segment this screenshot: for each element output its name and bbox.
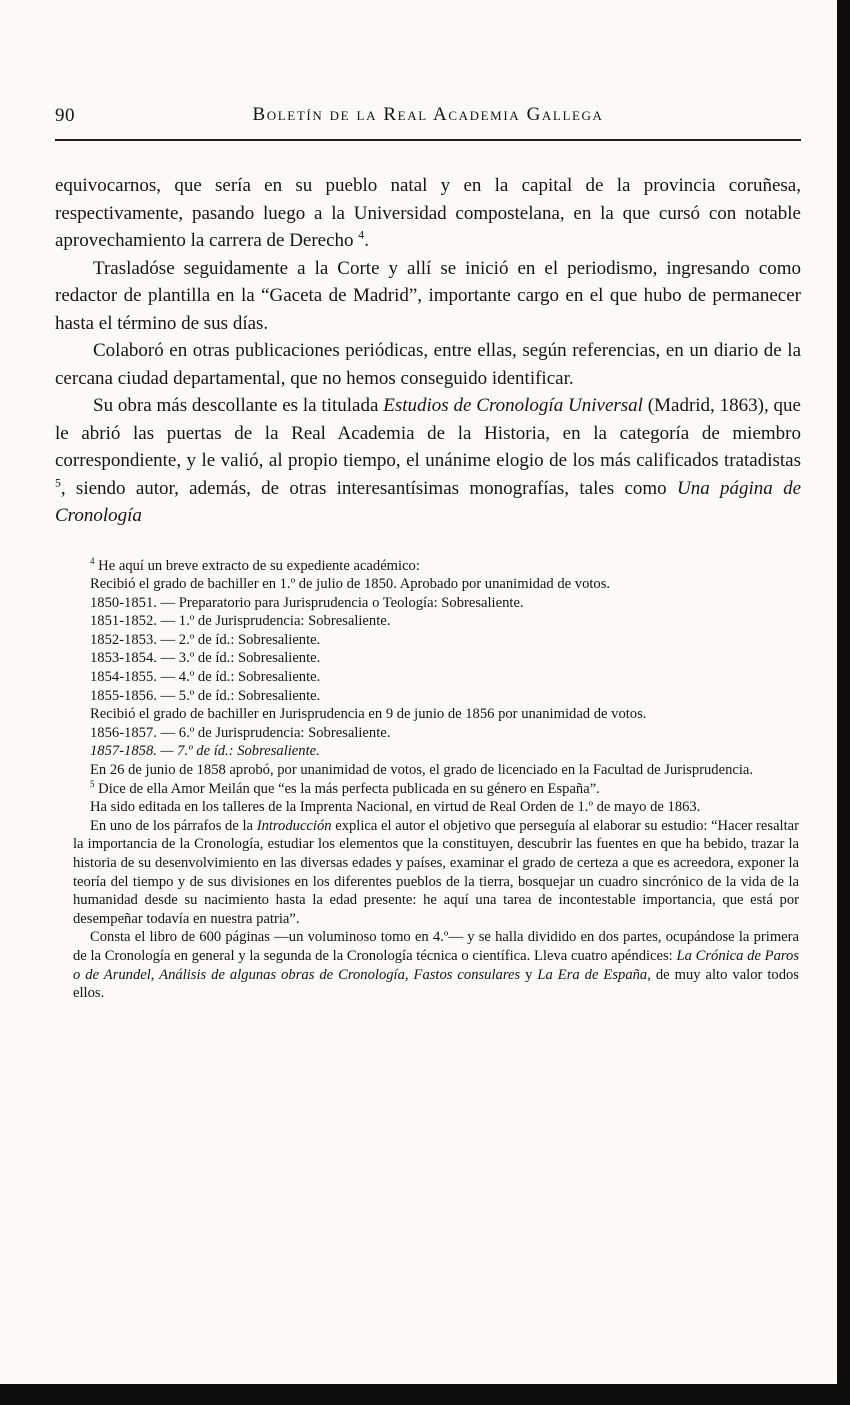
footnote-line (73, 687, 799, 706)
text-run: 1856-1857. — 6.º de Jurisprudencia: Sobresaliente. (90, 724, 391, 741)
text-run: 1855-1856. — 5.º de íd.: Sobresaliente. (90, 687, 321, 704)
text-run: , siendo autor, además, de otras interesantísimas monografías, tales como (60, 477, 677, 499)
text-run: . (364, 230, 369, 251)
text-run: 1854-1855. — 4.º de íd.: Sobresaliente. (90, 669, 321, 686)
scan-edge-right (837, 0, 850, 1405)
footnote-line (73, 780, 799, 799)
text-run: La Crónica de Paros o de Arundel, Análisis de algunas obras de Cronología, Fastos consulares (73, 947, 799, 983)
page-header (55, 104, 801, 130)
footnote-line (73, 557, 799, 576)
text-run: En uno de los párrafos de la (90, 817, 257, 834)
footnote-reference: 5 (90, 778, 95, 789)
text-run: Recibió el grado de bachiller en 1.º de julio de 1850. Aprobado por unanimidad de votos. (90, 576, 611, 593)
scan-edge-bottom (0, 1384, 850, 1405)
text-run: He aquí un breve extracto de su expediente académico: (94, 557, 420, 574)
body-paragraph (55, 172, 801, 255)
text-run: 1853-1854. — 3.º de íd.: Sobresaliente. (90, 650, 321, 667)
footnote-line (73, 761, 799, 780)
text-run: Una página de Cronología (55, 477, 802, 526)
text-run: Colaboró en otras publicaciones periódicas, entre ellas, según referencias, en un diario de la cercana ciudad departamental, que no hemos conseguido identificar. (55, 340, 801, 389)
footnotes (55, 557, 801, 1003)
footnote-reference: 5 (55, 476, 61, 490)
footnote-line (73, 575, 799, 594)
text-run: Recibió el grado de bachiller en Jurisprudencia en 9 de junio de 1856 por unanimidad de votos. (90, 706, 647, 723)
journal-title: Boletín de la Real Academia Gallega (252, 104, 604, 125)
text-run: Su obra más descollante es la titulada (93, 395, 384, 416)
body-text (55, 172, 801, 530)
text-run: Estudios de Cronología Universal (383, 395, 643, 416)
text-run: (Madrid, 1863), que le abrió las puertas de la Real Academia de la Historia, en la categoría de miembro correspondiente, y le valió, al propio tiempo, el unánime elogio de los más calificados tratadistas (55, 395, 801, 471)
text-run: 1851-1852. — 1.º de Jurisprudencia: Sobresaliente. (90, 613, 391, 630)
body-paragraph (55, 255, 801, 338)
text-run: equivocarnos, que sería en su pueblo natal y en la capital de la provincia coruñesa, respectivamente, pasando luego a la Universidad compostelana, en la que cursó con notable aprovechamiento la carrera de Derecho (55, 175, 801, 251)
footnote-line (73, 724, 799, 743)
footnote-line (73, 705, 799, 724)
footnote-line (73, 928, 799, 1002)
text-run: 1850-1851. — Preparatorio para Jurisprudencia o Teología: Sobresaliente. (90, 594, 524, 611)
text-run: , de muy alto valor todos ellos. (73, 966, 799, 1002)
footnote-reference: 4 (90, 555, 95, 566)
text-run: Introducción (256, 817, 332, 834)
text-run: Ha sido editada en los talleres de la Imprenta Nacional, en virtud de Real Orden de 1.º de mayo de 1863. (90, 799, 701, 816)
header-divider (55, 139, 801, 141)
document-page (55, 104, 801, 1003)
body-paragraph (55, 337, 801, 392)
footnote-line (73, 742, 799, 761)
text-run: La Era de España (537, 966, 648, 983)
text-run: Dice de ella Amor Meilán que “es la más perfecta publicada en su género en España”. (94, 780, 600, 797)
text-run: Trasladóse seguidamente a la Corte y allí se inició en el periodismo, ingresando como redactor de plantilla en la “Gaceta de Madrid”, importante cargo en el que hubo de permanecer hasta el término de sus días. (55, 257, 801, 334)
page-number: 90 (55, 105, 75, 126)
text-run: En 26 de junio de 1858 aprobó, por unanimidad de votos, el grado de licenciado en la Facultad de Jurisprudencia. (90, 762, 754, 779)
footnote-line (73, 798, 799, 817)
footnote-line (73, 668, 799, 687)
footnote-reference: 4 (358, 228, 365, 242)
footnote-line (73, 817, 799, 929)
body-paragraph (55, 392, 801, 530)
text-run: y (520, 966, 538, 983)
text-run: 1852-1853. — 2.º de íd.: Sobresaliente. (90, 631, 321, 648)
footnote-line (73, 612, 799, 631)
text-run: explica el autor el objetivo que perseguía al elaborar su estudio: “Hacer resaltar la importancia de la Cronología, estudiar los elementos que la constituyen, descubrir las fuentes en que ha bebido, trazar la historia de su desenvolvimiento en las diversas edades y países, examinar el grado de certeza a que es acreedora, exponer la teoría del tiempo y de sus divisiones en los diferentes pueblos de la tierra, bosquejar un cuadro sincrónico de la vida de la humanidad desde su nacimiento hasta la edad presente: he aquí una tarea de incontestable importancia, que está por desempeñar todavía en nuestra patria”. (73, 817, 800, 927)
footnote-line (73, 594, 799, 613)
text-run: Consta el libro de 600 páginas —un voluminoso tomo en 4.º— y se halla dividido en dos partes, ocupándose la primera de la Cronología en general y la segunda de la Cronología técnica o científica. Lleva cuatro apéndices: (73, 929, 799, 964)
footnote-line (73, 649, 799, 668)
footnote-line (73, 631, 799, 650)
text-run: 1857-1858. — 7.º de íd.: Sobresaliente. (90, 743, 320, 760)
